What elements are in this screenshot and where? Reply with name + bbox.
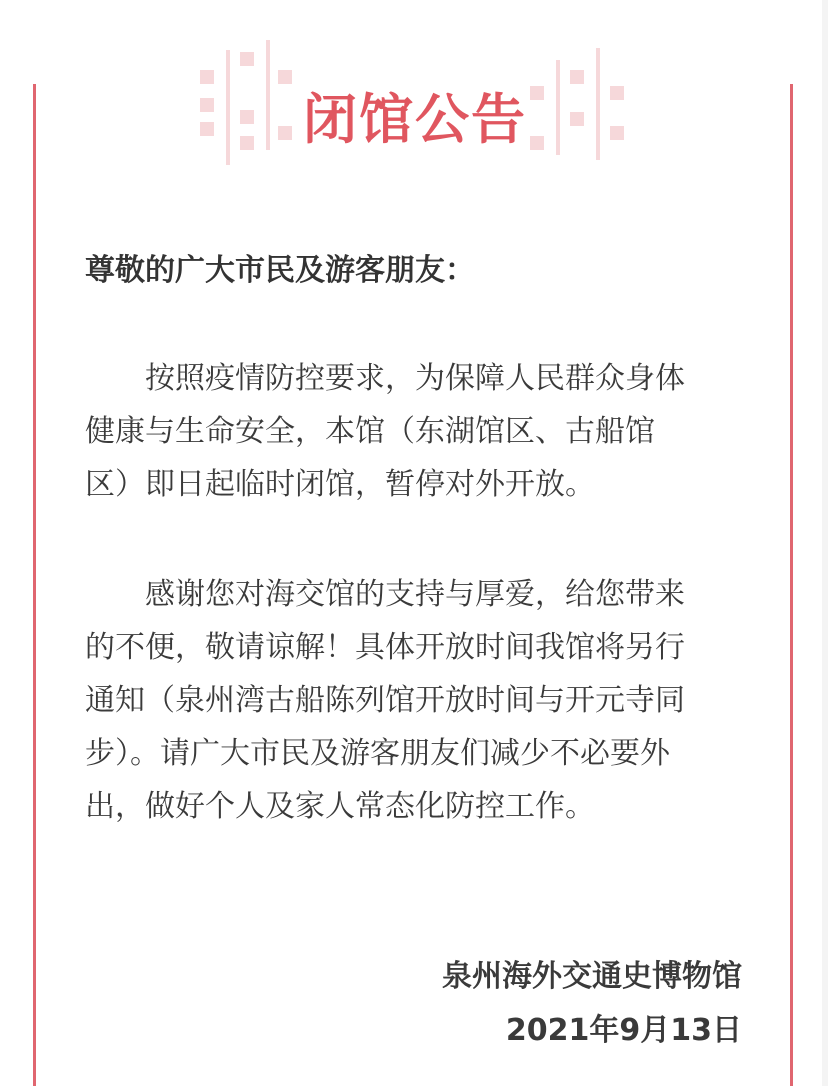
page-edge-shadow (822, 0, 828, 1086)
organization-name: 泉州海外交通史博物馆 (442, 959, 742, 994)
signature-block (442, 950, 742, 1058)
paragraph-line: 的不便，敬请谅解！具体开放时间我馆将另行 (85, 630, 685, 665)
greeting: 尊敬的广大市民及游客朋友： (85, 253, 475, 288)
paragraph-line: 步）。请广大市民及游客朋友们减少不必要外 (85, 736, 670, 771)
title-banner (190, 40, 640, 165)
paragraph-line: 感谢您对海交馆的支持与厚爱，给您带来 (145, 577, 685, 612)
decoration-square (240, 52, 254, 66)
paragraph-line: 区）即日起临时闭馆，暂停对外开放。 (85, 467, 595, 502)
decoration-square (278, 70, 292, 84)
paragraph-line: 按照疫情防控要求，为保障人民群众身体 (145, 361, 685, 396)
paragraph-line: 通知（泉州湾古船陈列馆开放时间与开元寺同 (85, 683, 685, 718)
notice-paragraph-1 (85, 352, 745, 511)
decoration-square (200, 70, 214, 84)
paragraph-line: 出，做好个人及家人常态化防控工作。 (85, 789, 595, 824)
decoration-square (570, 70, 584, 84)
paragraph-line: 健康与生命安全，本馆（东湖馆区、古船馆 (85, 414, 655, 449)
notice-paragraph-2 (85, 568, 745, 833)
notice-date: 2021年9月13日 (505, 1013, 742, 1048)
right-border-line (790, 84, 793, 1086)
left-border-line (33, 84, 36, 1086)
page-title: 闭馆公告 (303, 88, 527, 151)
